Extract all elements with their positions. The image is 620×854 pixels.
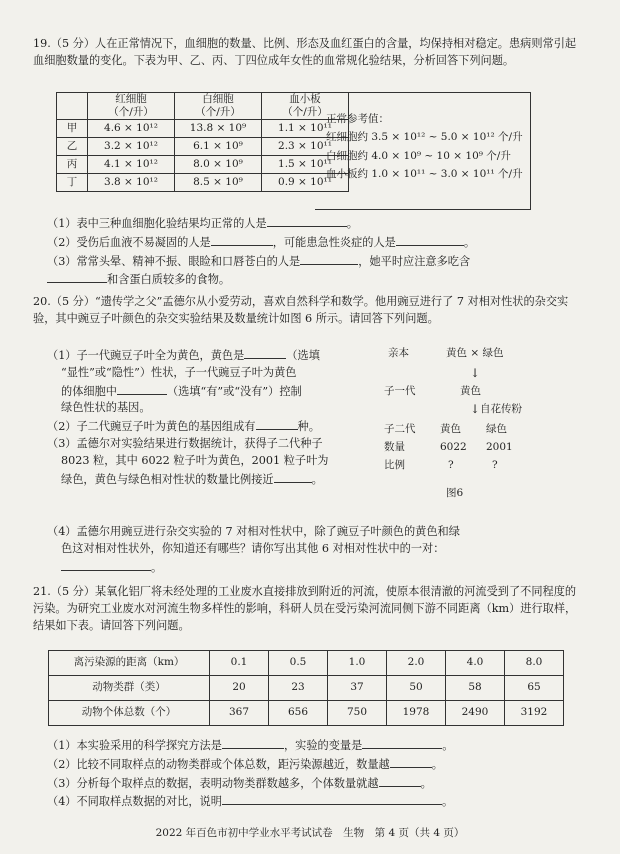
answer-blank[interactable] — [390, 755, 432, 768]
q21-subquestions: （1）本实验采用的科学探究方法是 ，实验的变量是 。 （2）比较不同取样点的动物类群或个体总数，距污染源越近，数量越 。 （3）分析每个取样点的数据，表明动物类群数越多，个体数量就越 。 （4）不同取样点数据的对比，说明 。 — [33, 736, 599, 811]
q19-subquestions: （1）表中三种血细胞化验结果均正常的人是 。 （2）受伤后血液不易凝固的人是 ，可能患急性炎症的人是 。 （3）常常头晕、精神不振、眼睑和口唇苍白的人是 ，她平时应注意多吃含 和含蛋白质较多的食物。 — [33, 214, 599, 289]
answer-blank[interactable] — [61, 558, 151, 571]
q19-sub3b: ，她平时应注意多吃含 — [358, 254, 471, 268]
q21-sub1b: ，实验的变量是 — [283, 739, 363, 752]
ratio-yellow: ? — [448, 459, 454, 471]
q20-sub1a: （1）子一代豌豆子叶全为黄色，黄色是 — [47, 349, 245, 362]
q20-sub1c: “显性”或“隐性”）性状，子一代豌豆子叶为黄色 — [61, 365, 297, 379]
table-row — [57, 174, 349, 192]
arrow-down-icon: ↓ — [470, 366, 481, 380]
row-header-total: 动物个体总数（个） — [49, 701, 210, 726]
cell: 13.8 × 10⁹ — [175, 120, 262, 138]
cell: 8.0 × 10⁹ — [175, 156, 262, 174]
cell: 4.0 — [446, 651, 505, 676]
answer-blank[interactable] — [222, 736, 284, 749]
reference-red: 红细胞约 3.5 × 10¹² ~ 5.0 × 10¹² 个/升 — [326, 131, 523, 144]
cell: 656 — [269, 701, 328, 726]
q20-sub1b: （选填 — [286, 349, 320, 362]
cell: 23 — [269, 676, 328, 701]
cell: 3.8 × 10¹² — [88, 174, 175, 192]
q20-sub3b: 8023 粒，其中 6022 粒子叶为黄色，2001 粒子叶为 — [61, 453, 329, 467]
answer-blank[interactable] — [117, 382, 167, 395]
answer-blank[interactable] — [379, 774, 421, 787]
cell: 65 — [505, 676, 564, 701]
cell: 0.1 — [210, 651, 269, 676]
q19-sub3c: 和含蛋白质较多的食物。 — [107, 273, 231, 287]
cell: 3.2 × 10¹² — [88, 138, 175, 156]
cell: 1.5 × 10¹¹ — [262, 156, 349, 174]
th-red-cells: 红细胞 （个/升） — [88, 93, 175, 120]
q20-sub1e: （选填“有”或“没有”）控制 — [166, 384, 302, 398]
f2-green: 绿色 — [486, 423, 507, 435]
self-pollination-label: 自花传粉 — [480, 403, 522, 415]
question-21 — [33, 584, 585, 634]
q20-stem: 20.（5 分）“遗传学之父”孟德尔从小爱劳动，喜欢自然科学和数学。他用豌豆进行了 7 对相对性状的杂交实验，其中豌豆子叶颜色的杂交实验结果及数量统计如图 6 所示。请回答下列问题。 — [33, 295, 569, 325]
count-yellow: 6022 — [440, 441, 467, 453]
ratio-green: ? — [492, 459, 498, 471]
table-row — [49, 676, 564, 701]
answer-blank[interactable] — [47, 270, 107, 283]
q20-sub4: （4）孟德尔用豌豆进行杂交实验的 7 对相对性状中，除了豌豆子叶颜色的黄色和绿 色这对相对性状外，你知道还有哪些？请你写出其他 6 对相对性状中的一对： 。 — [33, 524, 599, 576]
q19-sub2a: （2）受伤后血液不易凝固的人是 — [47, 235, 211, 249]
table-row — [57, 138, 349, 156]
q21-sub3: （3）分析每个取样点的数据，表明动物类群数越多，个体数量就越 — [47, 776, 379, 790]
th-platelets: 血小板 （个/升） — [262, 93, 349, 120]
cell: 4.6 × 10¹² — [88, 120, 175, 138]
answer-blank[interactable] — [244, 346, 286, 359]
q21-sub4: （4）不同取样点数据的对比，说明 — [47, 795, 222, 809]
cell: 750 — [328, 701, 387, 726]
table-corner — [57, 93, 88, 120]
arrow-down-icon: ↓ — [470, 402, 481, 416]
cell: 6.1 × 10⁹ — [175, 138, 262, 156]
q21-stem: 21.（5 分）某氧化铝厂将未经处理的工业废水直接排放到附近的河流，使原本很清澈的河流受到了不同程度的污染。为研究工业废水对河流生物多样性的影响，科研人员在受污染河流同侧下游不同距离（km）进行取样，结果如下表。请回答下列问题。 — [33, 585, 577, 632]
reference-platelet: 血小板约 1.0 × 10¹¹ ~ 3.0 × 10¹¹ 个/升 — [326, 168, 523, 181]
q19-sub3a: （3）常常头晕、精神不振、眼睑和口唇苍白的人是 — [47, 254, 301, 268]
row-label: 丁 — [57, 174, 88, 192]
q19-blood-table — [56, 92, 349, 192]
q20-sub4b: 色这对相对性状外，你知道还有哪些？请你写出其他 6 对相对性状中的一对： — [61, 541, 445, 555]
parent-label: 亲本 — [388, 347, 409, 359]
f1-value: 黄色 — [460, 385, 481, 397]
cell: 2.3 × 10¹¹ — [262, 138, 349, 156]
q20-sub1d: 的体细胞中 — [61, 384, 117, 398]
answer-blank[interactable] — [396, 233, 464, 246]
table-header-row — [57, 93, 349, 120]
question-20 — [33, 294, 585, 328]
row-header-groups: 动物类群（类） — [49, 676, 210, 701]
q20-subquestions: （1）子一代豌豆子叶全为黄色，黄色是 （选填 “显性”或“隐性”）性状，子一代豌豆子叶为黄色 的体细胞中 （选填“有”或“没有”）控制 绿色性状的基因。 （2）子二代豌豆子叶为黄色的基因组成有 种。 （3）孟德尔对实验结果进行数据统计，获得子二代种子 8023 粒，其中 6022 粒子叶为黄色，2001 粒子叶为 绿色，黄色与绿色相对性状的数量比例接近 。 — [33, 346, 387, 488]
parent-cross: 黄色 × 绿色 — [446, 347, 504, 359]
answer-blank[interactable] — [274, 470, 312, 483]
cell: 1978 — [387, 701, 446, 726]
reference-white: 白细胞约 4.0 × 10⁹ ~ 10 × 10⁹ 个/升 — [326, 149, 511, 162]
th-white-cells: 白细胞 （个/升） — [175, 93, 262, 120]
cell: 2490 — [446, 701, 505, 726]
q19-reference-values — [326, 110, 523, 184]
q21-pollution-table — [48, 650, 564, 726]
q20-sub3a: （3）孟德尔对实验结果进行数据统计，获得子二代种子 — [47, 436, 323, 450]
figure-caption: 图6 — [446, 487, 464, 499]
cell: 1.0 — [328, 651, 387, 676]
answer-blank[interactable] — [211, 233, 273, 246]
figure-6-diagram — [360, 344, 560, 504]
q19-stem: 19.（5 分）人在正常情况下，血细胞的数量、比例、形态及血红蛋白的含量，均保持相对稳定。患病则常引起血细胞数量的变化。下表为甲、乙、丙、丁四位成年女性的血常规化验结果，分析回答下列问题。 — [33, 37, 577, 67]
cell: 4.1 × 10¹² — [88, 156, 175, 174]
cell: 58 — [446, 676, 505, 701]
table-row — [57, 120, 349, 138]
ratio-label: 比例 — [384, 459, 405, 471]
q20-sub3c: 绿色，黄色与绿色相对性状的数量比例接近 — [61, 472, 274, 486]
q21-sub2: （2）比较不同取样点的动物类群或个体总数，距污染源越近，数量越 — [47, 757, 390, 771]
reference-title: 正常参考值： — [326, 113, 389, 125]
answer-blank[interactable] — [256, 417, 298, 430]
row-label: 甲 — [57, 120, 88, 138]
row-header-distance: 离污染源的距离（km） — [49, 651, 210, 676]
cell: 1.1 × 10¹¹ — [262, 120, 349, 138]
cell: 50 — [387, 676, 446, 701]
q20-sub1f: 绿色性状的基因。 — [61, 401, 151, 415]
answer-blank[interactable] — [267, 214, 347, 227]
cell: 2.0 — [387, 651, 446, 676]
row-label: 乙 — [57, 138, 88, 156]
f1-label: 子一代 — [384, 385, 416, 397]
f2-label: 子二代 — [384, 423, 416, 435]
cell: 0.9 × 10¹¹ — [262, 174, 349, 192]
q20-sub2b: 种。 — [297, 420, 320, 434]
count-green: 2001 — [486, 441, 513, 453]
q20-sub4a: （4）孟德尔用豌豆进行杂交实验的 7 对相对性状中，除了豌豆子叶颜色的黄色和绿 — [47, 525, 460, 538]
q19-sub2b: ，可能患急性炎症的人是 — [272, 235, 396, 249]
f2-yellow: 黄色 — [440, 423, 461, 435]
table-row — [49, 651, 564, 676]
answer-blank[interactable] — [300, 252, 358, 265]
cell: 20 — [210, 676, 269, 701]
table-row — [57, 156, 349, 174]
q20-sub2a: （2）子二代豌豆子叶为黄色的基因组成有 — [47, 420, 256, 434]
q21-sub1a: （1）本实验采用的科学探究方法是 — [47, 739, 222, 752]
cell: 8.5 × 10⁹ — [175, 174, 262, 192]
cell: 367 — [210, 701, 269, 726]
question-19 — [33, 36, 585, 70]
cell: 8.0 — [505, 651, 564, 676]
answer-blank[interactable] — [362, 736, 442, 749]
row-label: 丙 — [57, 156, 88, 174]
count-label: 数量 — [384, 441, 405, 453]
cell: 3192 — [505, 701, 564, 726]
page-footer: 2022 年百色市初中学业水平考试试卷 生物 第 4 页（共 4 页） — [155, 827, 465, 839]
q19-sub1: （1）表中三种血细胞化验结果均正常的人是 — [47, 217, 267, 230]
answer-blank[interactable] — [222, 792, 442, 805]
cell: 0.5 — [269, 651, 328, 676]
table-row — [49, 701, 564, 726]
cell: 37 — [328, 676, 387, 701]
